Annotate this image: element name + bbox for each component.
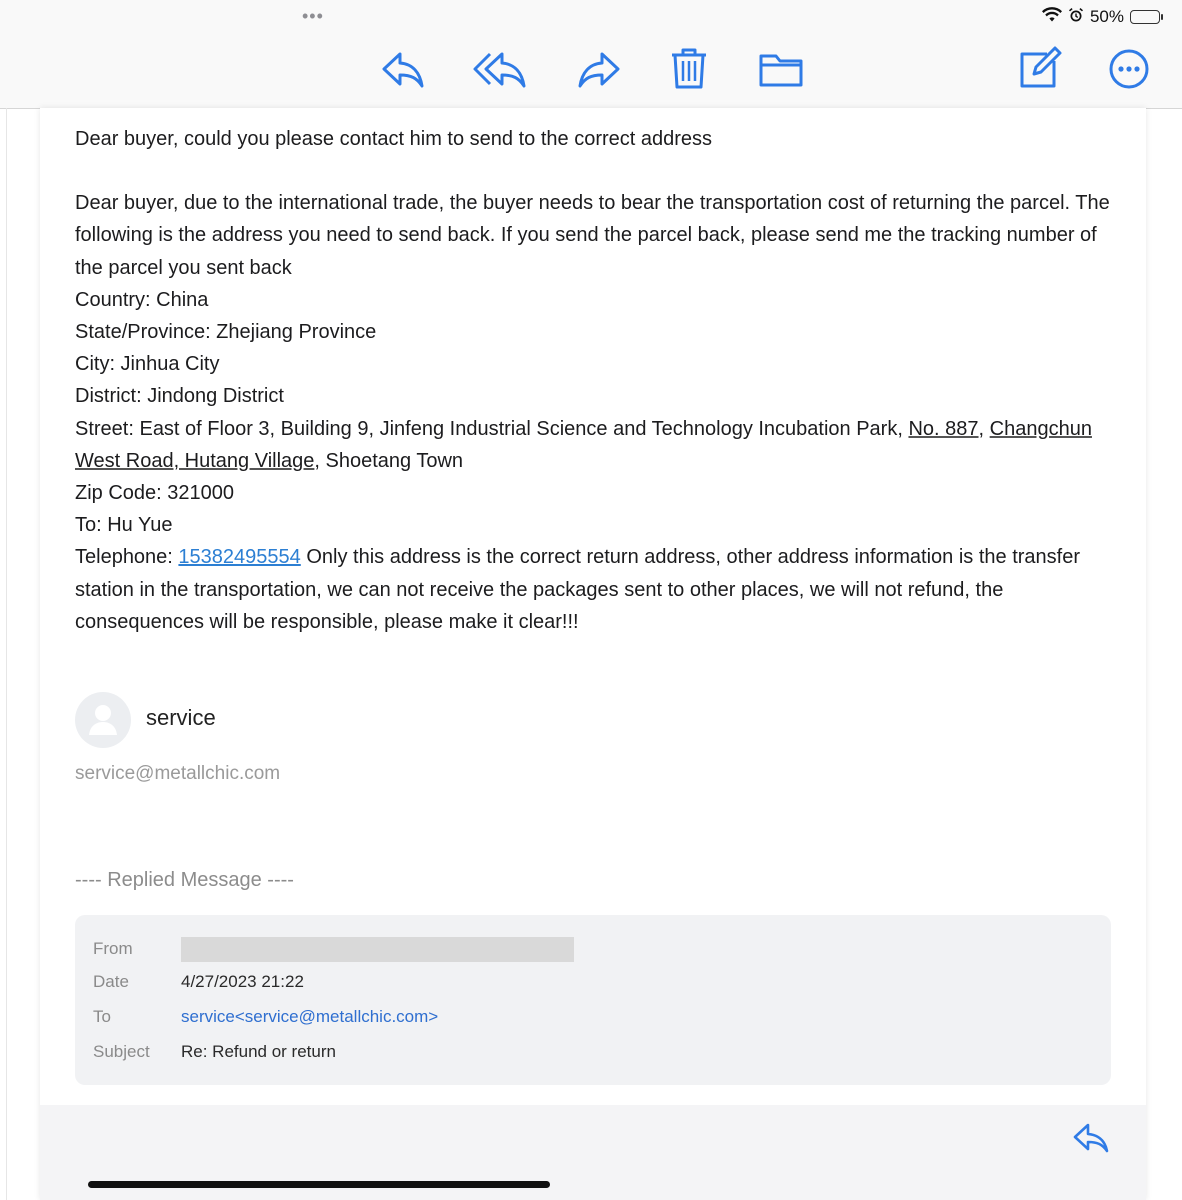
street-road-detected[interactable]: Changchun West Road, Hutang Village bbox=[75, 417, 1092, 472]
body-paragraph: Dear buyer, due to the international trade, the buyer needs to bear the transportation cost of returning the parcel. The following is the address you need to send back. If you send the parcel back, please send me the tracking number of the parcel you sent back bbox=[75, 192, 1110, 279]
reply-button[interactable] bbox=[378, 44, 428, 94]
replied-date-row bbox=[93, 972, 304, 992]
address-city: City: Jinhua City bbox=[75, 353, 220, 376]
forward-button[interactable] bbox=[574, 44, 624, 94]
telephone-link[interactable]: 15382495554 bbox=[178, 546, 301, 569]
redacted-from bbox=[181, 937, 574, 962]
compose-button[interactable] bbox=[1014, 44, 1064, 94]
wifi-icon bbox=[1042, 7, 1062, 28]
replied-from-row bbox=[93, 937, 574, 962]
telephone-paragraph: Telephone: 15382495554 Only this address is the correct return address, other address information is the transfer station in the transportation, we can not receive the packages sent to other places, we will not refund, the consequences will be responsible, please make it clear!!! bbox=[75, 546, 1081, 633]
replied-subject-row bbox=[93, 1042, 336, 1062]
body-intro: Dear buyer, could you please contact him to send to the correct address bbox=[75, 128, 713, 150]
person-icon bbox=[75, 692, 131, 748]
sender-email[interactable]: service@metallchic.com bbox=[75, 763, 281, 784]
street-number-detected[interactable]: No. 887 bbox=[908, 417, 979, 440]
subject-value: Re: Refund or return bbox=[181, 1042, 336, 1061]
address-zip: Zip Code: 321000 bbox=[75, 482, 235, 505]
avatar[interactable] bbox=[75, 692, 131, 748]
subject-label: Subject bbox=[93, 1042, 150, 1061]
reply-icon bbox=[378, 44, 428, 94]
reply-bottom-button[interactable] bbox=[1072, 1120, 1110, 1156]
status-bar bbox=[1042, 6, 1160, 28]
to-label: To bbox=[93, 1007, 111, 1026]
to-value[interactable]: service<service@metallchic.com> bbox=[181, 1007, 439, 1026]
home-indicator[interactable] bbox=[88, 1181, 550, 1188]
move-to-folder-button[interactable] bbox=[756, 44, 806, 94]
folder-icon bbox=[756, 44, 806, 94]
address-recipient: To: Hu Yue bbox=[75, 514, 173, 537]
date-value: 4/27/2023 21:22 bbox=[181, 972, 304, 991]
address-state: State/Province: Zhejiang Province bbox=[75, 321, 377, 344]
address-district: District: Jindong District bbox=[75, 385, 284, 408]
multitasking-dots[interactable]: ••• bbox=[302, 6, 324, 26]
top-toolbar bbox=[0, 0, 1182, 109]
replied-message-box bbox=[75, 915, 1111, 1085]
forward-icon bbox=[574, 44, 624, 94]
battery-icon bbox=[1130, 10, 1160, 24]
left-edge bbox=[0, 108, 7, 1200]
address-country: Country: China bbox=[75, 288, 209, 311]
address-street: Street: East of Floor 3, Building 9, Jinfeng Industrial Science and Technology Incubation Park, No. 887, Changchun West Road, Hutang Village, Shoetang Town bbox=[75, 417, 1092, 472]
from-label: From bbox=[93, 938, 133, 958]
trash-icon bbox=[664, 44, 714, 94]
alarm-icon bbox=[1068, 7, 1084, 28]
trash-button[interactable] bbox=[664, 44, 714, 94]
date-label: Date bbox=[93, 972, 129, 991]
sender-name: service bbox=[146, 705, 216, 730]
email-body bbox=[75, 123, 1120, 638]
replied-message-label: ---- Replied Message ---- bbox=[75, 869, 294, 891]
more-button[interactable] bbox=[1104, 44, 1154, 94]
replied-to-row bbox=[93, 1007, 438, 1027]
compose-icon bbox=[1014, 44, 1064, 94]
more-icon bbox=[1104, 44, 1154, 94]
reply-all-icon bbox=[472, 44, 528, 94]
battery-percent: 50% bbox=[1089, 7, 1124, 26]
reply-icon bbox=[1072, 1120, 1110, 1156]
reply-all-button[interactable] bbox=[472, 44, 528, 94]
